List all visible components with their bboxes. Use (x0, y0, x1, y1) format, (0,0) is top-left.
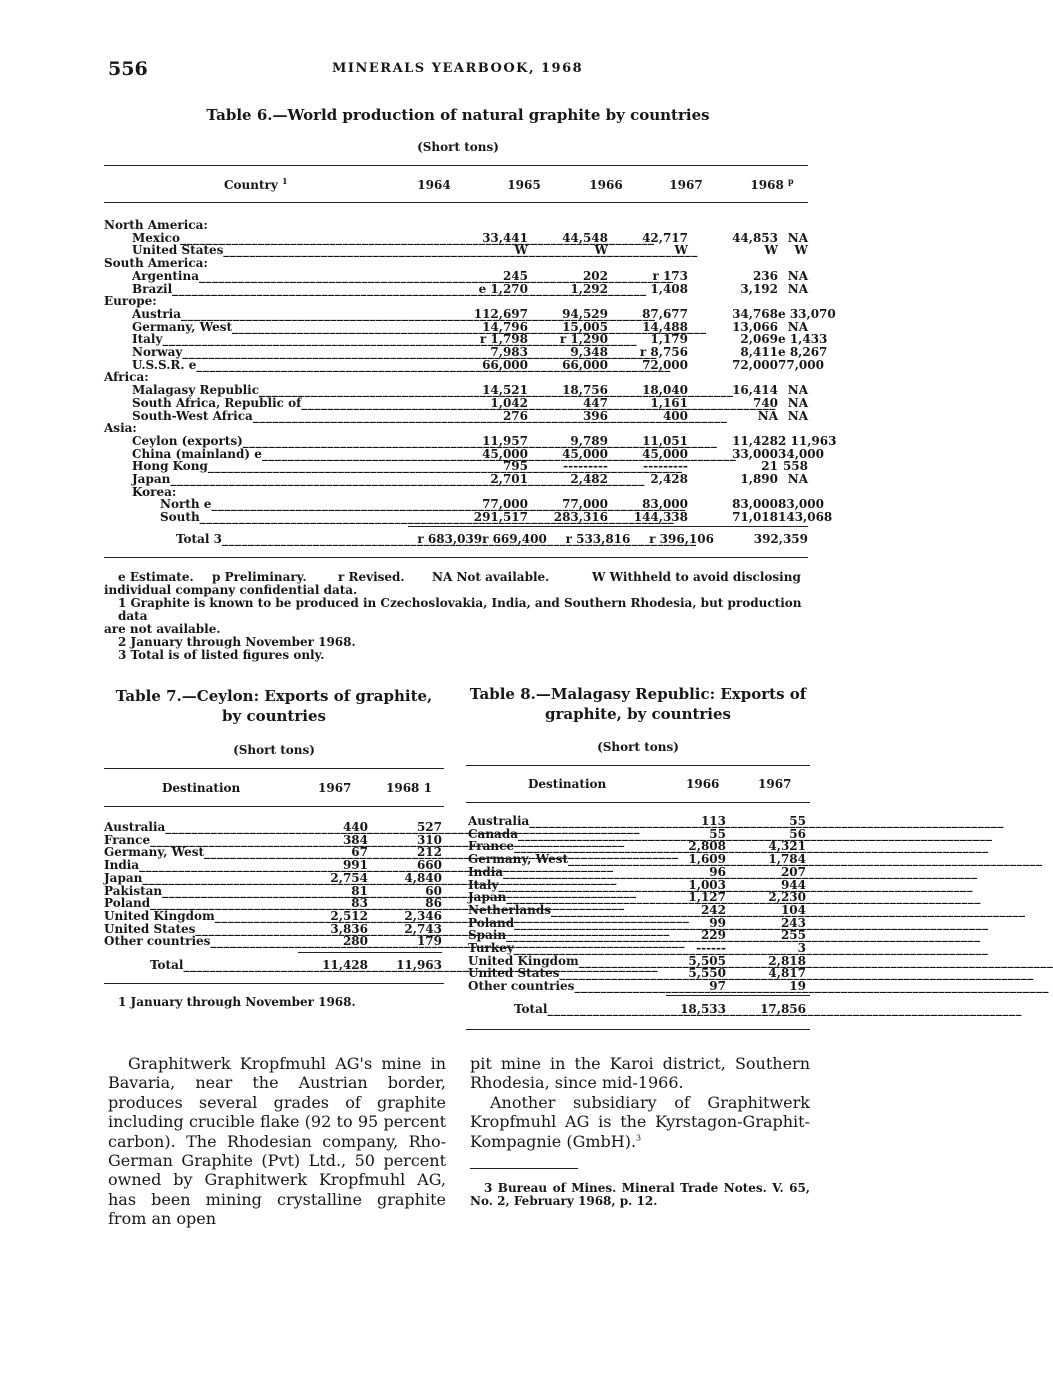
table-cell: 4,840 (404, 870, 442, 885)
table6-col-1967: 1967 (669, 178, 703, 192)
table-cell: 44,548 (562, 230, 608, 245)
table7-bottom-rule (104, 983, 444, 984)
table6-footnote-1-cont: are not available. (104, 622, 221, 636)
table-cell: e 8,267 (778, 345, 828, 360)
table-cell: 1,003 (688, 877, 726, 892)
table8-body (468, 815, 806, 993)
table6-subtitle: (Short tons) (417, 140, 499, 154)
table-cell (688, 257, 778, 270)
row-label: United States _____ (104, 244, 404, 257)
table-cell: 9,789 (570, 433, 608, 448)
table-cell: 3,836 (330, 921, 368, 936)
table-cell: 81 (351, 883, 368, 898)
table-cell: 94,529 (562, 306, 608, 321)
table-cell: 77,000 (562, 497, 608, 512)
table-cell: 16,414 (732, 383, 778, 398)
row-label: South _____ (104, 511, 404, 524)
table-cell: NA (787, 281, 808, 296)
table6-header-row (104, 178, 808, 194)
row-label: Netherlands _____ (468, 904, 664, 917)
table6-total-label: Total 3 _____ (104, 533, 417, 546)
row-label: Germany, West _____ (468, 853, 664, 866)
table-cell: 1,127 (688, 890, 726, 905)
table-cell: 97 (709, 979, 726, 994)
table8-subtitle: (Short tons) (597, 740, 679, 754)
row-label: Poland _____ (468, 917, 664, 930)
table-cell: 11,428 (732, 433, 778, 448)
table-row (104, 511, 808, 524)
table-cell: 2 11,963 (778, 433, 837, 448)
table7-total-1967: 11,428 (322, 958, 368, 972)
table-cell: NA (787, 395, 808, 410)
table-cell: W (594, 243, 608, 258)
row-label: Asia: (104, 421, 137, 436)
table-cell: 5,505 (688, 953, 726, 968)
table-cell: 14,488 (642, 319, 688, 334)
row-label: Malagasy Republic _____ (104, 384, 404, 397)
table-cell: 280 (342, 934, 368, 949)
table-cell: 77,000 (778, 357, 824, 372)
row-label: Italy _____ (104, 333, 404, 346)
row-label: Pakistan _____ (104, 885, 300, 898)
page-number: 556 (108, 58, 148, 80)
table-row (468, 980, 806, 993)
table-row (104, 244, 808, 257)
table-cell: 21 (761, 459, 778, 474)
table-cell: 86 (425, 896, 442, 911)
table6-legend-cont: individual company confidential data. (104, 583, 358, 597)
table6-col-1965: 1965 (507, 178, 541, 192)
table-row (104, 359, 808, 372)
table-cell: 8,411 (740, 345, 778, 360)
table-cell: 66,000 (482, 357, 528, 372)
table-cell: 9,348 (570, 345, 608, 360)
table-cell: 67 (351, 845, 368, 860)
table-row (104, 283, 808, 296)
table-cell (688, 219, 778, 232)
table-cell: 15,005 (562, 319, 608, 334)
row-label: South Africa, Republic of _____ (104, 397, 404, 410)
row-label: Norway _____ (104, 346, 404, 359)
table-cell: 143,068 (778, 510, 833, 525)
table-cell: 83 (351, 896, 368, 911)
table6-col-1966: 1966 (589, 178, 623, 192)
table-cell: 44,853 (732, 230, 778, 245)
row-label: Italy _____ (468, 879, 664, 892)
table-cell: 45,000 (642, 446, 688, 461)
table-cell: 83,000 (778, 497, 824, 512)
table8-total-1966: 18,533 (680, 1002, 726, 1016)
table-cell: ------ (696, 941, 726, 956)
row-label: Other countries _____ (104, 935, 300, 948)
table7-col-1968: 1968 1 (386, 781, 432, 795)
table8-total-label: Total _____ (468, 1003, 664, 1016)
row-label: Australia _____ (468, 815, 664, 828)
table-cell: --------- (643, 459, 688, 474)
table-cell: 83,000 (732, 497, 778, 512)
table-cell: 144,338 (633, 510, 688, 525)
table6-total-rule (408, 526, 808, 527)
table8-header-rule (466, 802, 810, 803)
table-cell: NA (787, 230, 808, 245)
row-label: Austria _____ (104, 308, 404, 321)
table-cell: 1,161 (650, 395, 688, 410)
row-label: Germany, West _____ (104, 321, 404, 334)
table-cell: 33,441 (482, 230, 528, 245)
table-cell: 1,042 (490, 395, 528, 410)
row-label: India _____ (104, 859, 300, 872)
table-row (104, 935, 442, 948)
table-cell: NA (787, 408, 808, 423)
table-cell: 19 (789, 979, 806, 994)
body-left-column (108, 1054, 446, 1229)
table7-subtitle: (Short tons) (233, 743, 315, 757)
table-cell: 255 (780, 928, 806, 943)
table6-top-rule (104, 165, 808, 166)
table-cell: e 33,070 (778, 306, 836, 321)
row-label: Argentina _____ (104, 270, 404, 283)
table6-col-country: Country $^1$ (224, 176, 288, 192)
table7-total-row (104, 959, 442, 972)
table-cell: NA (787, 319, 808, 334)
row-label: Japan _____ (468, 891, 664, 904)
table6-col-1968: 1968 $^p$ (750, 176, 794, 192)
table-cell: 5,550 (688, 966, 726, 981)
table6-footnote-3: 3 Total is of listed figures only. (118, 648, 325, 662)
table8-col-1966: 1966 (686, 777, 720, 791)
table-cell: e 1,433 (778, 332, 828, 347)
table-cell: 440 (342, 820, 368, 834)
row-label: China (mainland) e _____ (104, 448, 404, 461)
table-cell: 2,754 (330, 870, 368, 885)
row-label: Japan _____ (104, 872, 300, 885)
row-label: Australia _____ (104, 821, 300, 834)
table7-total-label: Total _____ (104, 959, 300, 972)
table7-top-rule (104, 768, 444, 769)
table-cell: 236 (752, 268, 778, 283)
table-cell: 66,000 (562, 357, 608, 372)
page-header (108, 58, 808, 82)
row-label: Brazil _____ (104, 283, 404, 296)
body-paragraph-1: Graphitwerk Kropfmuhl AG's mine in Bavaria, near the Austrian border, produces several grades of graphite including crucible flake (92 to 95 percent carbon). The Rhodesian company, Rho-German Graphite (Pvt) Ltd., 50 percent owned by Graphitwerk Kropfmuhl AG, has been mining crystalline graphite from an open (108, 1054, 446, 1229)
table-cell: 229 (700, 928, 726, 943)
row-label: United Kingdom _____ (104, 910, 300, 923)
table-cell: 96 (709, 864, 726, 879)
table6-col-1964: 1964 (417, 178, 451, 192)
row-label: Other countries _____ (468, 980, 664, 993)
table6-notes (104, 571, 810, 662)
table8-col-1967: 1967 (758, 777, 792, 791)
row-label: North America: (104, 218, 208, 232)
table-row (104, 410, 808, 423)
table-cell: W (764, 243, 778, 258)
row-label: India _____ (468, 866, 664, 879)
table-cell: 83,000 (642, 497, 688, 512)
row-label: Turkey _____ (468, 942, 664, 955)
table7-header-row (104, 781, 444, 797)
table-cell: 11,957 (482, 433, 528, 448)
table8-total-rule (666, 995, 810, 996)
table7-total-1968: 11,963 (396, 958, 442, 972)
row-label: Canada _____ (468, 828, 664, 841)
table-cell: 14,796 (482, 319, 528, 334)
table-cell: 2,701 (490, 472, 528, 487)
table-cell: 2,346 (404, 908, 442, 923)
body-footnote-3: 3 Bureau of Mines. Mineral Trade Notes. V. 65, No. 2, February 1968, p. 12. (470, 1181, 810, 1208)
footnote-rule (470, 1168, 578, 1169)
table6-title: Table 6.—World production of natural graphite by countries (206, 106, 710, 124)
table-cell: r 1,290 (559, 332, 608, 347)
table-cell: 2,428 (650, 472, 688, 487)
table-cell: 99 (709, 915, 726, 930)
table-cell: 660 (416, 858, 442, 873)
row-label: Europe: (104, 294, 157, 309)
table-cell: r 173 (652, 268, 688, 283)
table6-legend: e Estimate. p Preliminary. r Revised. NA Not available. W Withheld to avoid disclosing (118, 570, 801, 584)
table7-col-1967: 1967 (318, 781, 352, 795)
row-label: Spain _____ (468, 929, 664, 942)
table-cell: 33,000 (732, 446, 778, 461)
table6-bottom-rule (104, 557, 808, 558)
table-cell (778, 257, 808, 270)
table-cell: 45,000 (562, 446, 608, 461)
table-cell: 283,316 (553, 510, 608, 525)
table6-total-1968: 392,359 (753, 532, 808, 546)
table7-body (104, 821, 442, 948)
row-label: U.S.S.R. e _____ (104, 359, 404, 372)
table-cell: 60 (425, 883, 442, 898)
table-cell: NA (787, 472, 808, 487)
table-cell: 7,983 (490, 345, 528, 360)
row-label: Poland _____ (104, 897, 300, 910)
table-cell: 13,066 (732, 319, 778, 334)
table6-total-1967: r 396,106 (649, 532, 714, 546)
table8-total-row (468, 1003, 806, 1016)
table-cell: 2,743 (404, 921, 442, 936)
table-cell: 991 (342, 858, 368, 873)
table-cell: NA (787, 268, 808, 283)
table-cell: W (794, 243, 808, 258)
table6-body (104, 218, 837, 525)
table-cell: 3 (797, 941, 806, 956)
table-cell: 795 (502, 459, 528, 474)
table8-header-row (466, 777, 810, 793)
table-cell: 245 (502, 268, 528, 283)
table-cell: 207 (780, 864, 806, 879)
table-cell: 1,292 (570, 281, 608, 296)
table-cell: 242 (700, 902, 726, 917)
table-cell: 558 (782, 459, 808, 474)
table-cell: 87,677 (642, 306, 688, 321)
row-label: South-West Africa _____ (104, 410, 404, 423)
table-cell: 202 (582, 268, 608, 283)
body-paragraph-2: Another subsidiary of Graphitwerk Kropfmuhl AG is the Kyrstagon-Graphit-Kompagnie (GmbH).$^3$ (470, 1092, 810, 1151)
table6-footnote-2: 2 January through November 1968. (118, 635, 356, 649)
table-cell: 2,512 (330, 908, 368, 923)
table-cell: 310 (416, 832, 442, 847)
table-cell: 179 (416, 934, 442, 949)
table-cell: 55 (709, 826, 726, 841)
row-label: Ceylon (exports) _____ (104, 435, 404, 448)
running-title: MINERALS YEARBOOK, 1968 (332, 61, 584, 76)
row-label: South America: (104, 256, 208, 271)
table-cell: 944 (780, 877, 806, 892)
table8-total-1967: 17,856 (760, 1002, 806, 1016)
body-right-column (470, 1054, 810, 1151)
table-cell: 527 (416, 820, 442, 834)
table-cell: 1,890 (740, 472, 778, 487)
table-cell: 34,000 (778, 446, 824, 461)
table8-col-destination: Destination (528, 777, 607, 791)
table-cell: 3,192 (740, 281, 778, 296)
table-cell: 11,051 (642, 433, 688, 448)
table-cell: 400 (662, 408, 688, 423)
row-label: France _____ (468, 840, 664, 853)
table-cell: 2,482 (570, 472, 608, 487)
table-cell: --------- (563, 459, 608, 474)
table7-header-rule (104, 806, 444, 807)
row-label: United Kingdom _____ (468, 955, 664, 968)
row-label: Africa: (104, 370, 149, 385)
table-cell: 72,000 (642, 357, 688, 372)
row-label: Hong Kong _____ (104, 460, 404, 473)
table-cell: 276 (502, 408, 528, 423)
table-cell: 1,179 (650, 332, 688, 347)
table6-footnote-1: 1 Graphite is known to be produced in Czechoslovakia, India, and Southern Rhodesia, but production data (118, 596, 802, 623)
table-cell: 243 (780, 915, 806, 930)
table-cell: 45,000 (482, 446, 528, 461)
table7-footnote: 1 January through November 1968. (118, 995, 356, 1009)
table-cell: 34,768 (732, 306, 778, 321)
table-row (104, 473, 808, 486)
body-paragraph-1-cont: pit mine in the Karoi district, Southern Rhodesia, since mid-1966. (470, 1054, 810, 1093)
table6-total-1966: r 533,816 (565, 532, 631, 546)
table6-header-rule (104, 202, 808, 203)
table-cell: 740 (752, 395, 778, 410)
table-cell: 77,000 (482, 497, 528, 512)
row-label: France _____ (104, 834, 300, 847)
table7-total-rule (298, 952, 442, 953)
row-label: United States _____ (468, 967, 664, 980)
table8-top-rule (466, 765, 810, 766)
table8-title: Table 8.—Malagasy Republic: Exports of graphite, by countries (469, 685, 807, 723)
table-cell: 104 (780, 902, 806, 917)
table-cell: 1,784 (768, 852, 806, 867)
table-cell: 384 (342, 832, 368, 847)
table-cell: 112,697 (473, 306, 528, 321)
table-cell: 18,040 (642, 383, 688, 398)
table-cell: 113 (700, 814, 726, 828)
table-cell: 55 (789, 814, 806, 828)
table-cell: 1,408 (650, 281, 688, 296)
table-cell: W (514, 243, 528, 258)
table-cell: e 1,270 (478, 281, 528, 296)
table-cell: r 8,756 (639, 345, 688, 360)
row-label: Mexico _____ (104, 232, 404, 245)
table-cell: 2,069 (740, 332, 778, 347)
table-cell: 56 (789, 826, 806, 841)
table-cell: 18,756 (562, 383, 608, 398)
table7-col-destination: Destination (162, 781, 241, 795)
table-cell: 396 (582, 408, 608, 423)
table6-total-1965: r 669,400 (482, 532, 547, 546)
row-label: Germany, West _____ (104, 846, 300, 859)
table-cell: NA (757, 408, 778, 423)
table-cell: NA (787, 383, 808, 398)
table-cell: 4,817 (768, 966, 806, 981)
table-cell: 72,000 (732, 357, 778, 372)
row-label: United States _____ (104, 923, 300, 936)
row-label: Korea: (132, 484, 177, 499)
table-cell: 14,521 (482, 383, 528, 398)
row-label: Japan _____ (104, 473, 404, 486)
table-cell: 4,321 (768, 839, 806, 854)
table6-total-row (104, 533, 808, 546)
table-cell: 2,808 (688, 839, 726, 854)
table-cell (778, 219, 808, 232)
table-cell: 447 (582, 395, 608, 410)
table-cell: W (674, 243, 688, 258)
table-cell: 42,717 (642, 230, 688, 245)
table6-total-1964: r 683,039 (417, 532, 483, 546)
table-cell: 2,818 (768, 953, 806, 968)
table-cell: 71,018 (732, 510, 778, 525)
table-cell: 2,230 (768, 890, 806, 905)
table8-bottom-rule (466, 1029, 810, 1030)
table-cell: 1,609 (688, 852, 726, 867)
table-cell: 212 (416, 845, 442, 860)
table7-title: Table 7.—Ceylon: Exports of graphite, by countries (115, 687, 433, 725)
table-cell: r 1,798 (479, 332, 528, 347)
table-cell: 291,517 (473, 510, 528, 525)
row-label: North e _____ (104, 498, 404, 511)
